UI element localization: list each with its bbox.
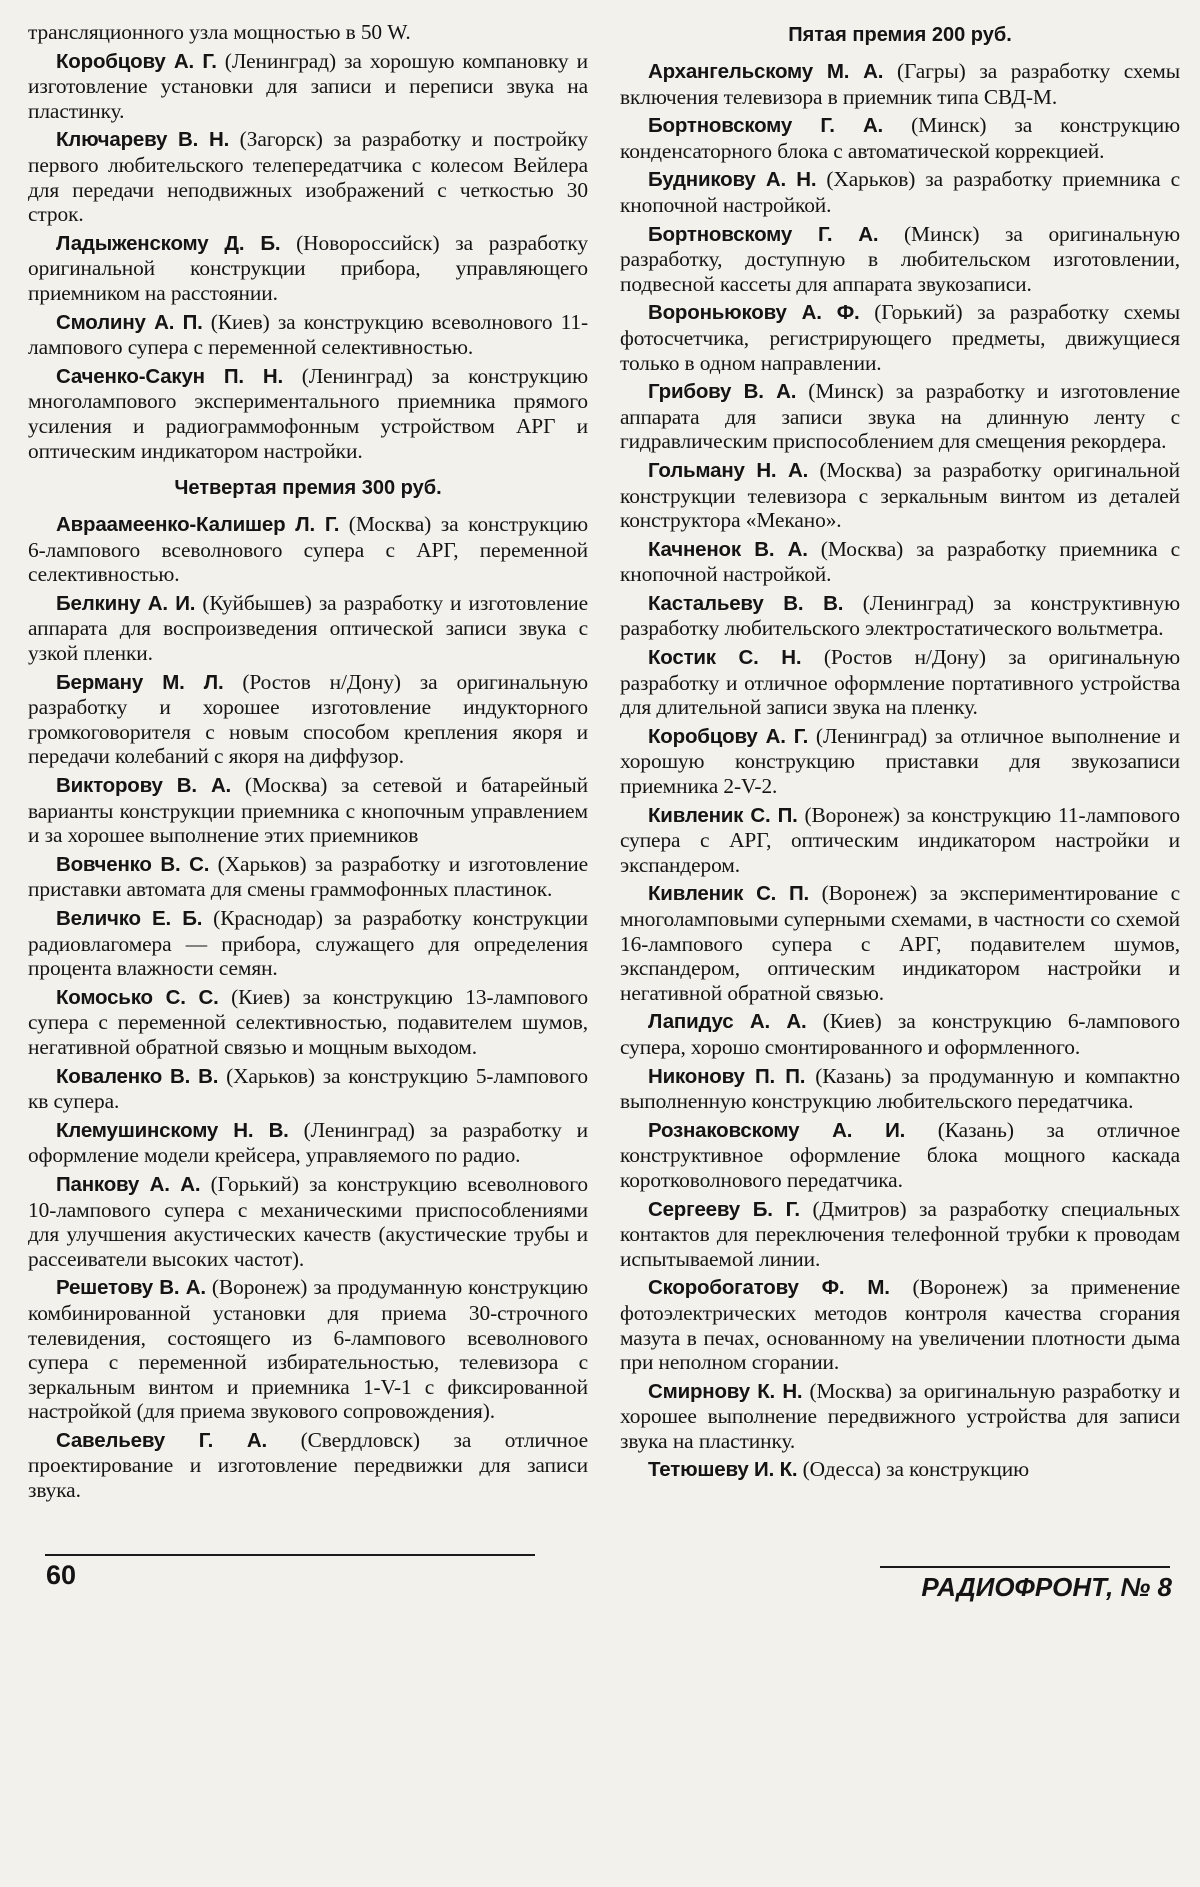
recipient-name: Рознаковскому А. И. [648,1118,906,1142]
award-entry [28,231,588,306]
recipient-name: Гольману Н. А. [648,458,809,482]
award-entry [620,300,1180,375]
award-text: (Свердловск) за отличное проектирование и изготовление передвижки для записи звука. [28,1427,588,1503]
footer-rule-right [880,1566,1170,1568]
recipient-name: Смолину А. П. [56,310,203,334]
award-entry [28,906,588,981]
recipient-name: Авраамеенко-Калишер Л. Г. [56,513,340,537]
right-column [620,20,1180,1487]
recipient-name: Тетюшеву И. К. [648,1458,798,1482]
award-text: (Ленинград) за отличное выполнение и хорошую конструкцию приставки для звукозаписи приемника 2-V-2. [620,723,1180,799]
award-entry [620,1064,1180,1114]
recipient-name: Саченко-Сакун П. Н. [56,364,283,388]
award-entry [28,1428,588,1503]
recipient-name: Ключареву В. Н. [56,128,230,152]
recipient-name: Кастальеву В. В. [648,591,844,615]
recipient-name: Кивленик С. П. [648,882,810,906]
award-entry [28,49,588,124]
award-entry [28,512,588,587]
award-text: (Москва) за оригинальную разработку и хорошее выполнение передвижного устройства для записи звука на пластинку. [620,1378,1180,1453]
award-entry [620,537,1180,587]
lead-text: трансляционного узла мощностью в 50 W. [28,20,411,44]
award-text: (Казань) за продуманную и компактно выполненную конструкцию любительского передатчика. [620,1063,1180,1114]
recipient-name: Кивленик С. П. [648,803,798,827]
recipient-name: Качненок В. А. [648,537,808,561]
recipient-name: Вовченко В. С. [56,852,210,876]
recipient-name: Комосько С. С. [56,985,219,1009]
recipient-name: Коваленко В. В. [56,1064,219,1088]
award-text: (Куйбышев) за разработку и изготовление аппарата для воспроизведения оптической записи звука с узкой пленки. [28,590,588,666]
award-text: (Москва) за разработку оригинальной конструкции телевизора с зеркальным винтом из деталей конструктора «Мекано». [620,457,1180,533]
award-entry [620,167,1180,217]
award-text: (Казань) за отличное конструктивное оформление блока мощного каскада коротковолнового передатчика. [620,1117,1181,1192]
award-entry [28,364,588,463]
award-entry [28,1172,588,1271]
award-entry [28,127,588,226]
recipient-name: Костик С. Н. [648,646,802,670]
award-text: (Москва) за сетевой и батарейный варианты конструкции приемника с кнопочным управлением и за хорошее выполнение этих приемников [28,773,588,848]
award-entry [28,670,588,769]
award-entry [28,1118,588,1168]
recipient-name: Никонову П. П. [648,1064,806,1088]
award-text: (Воронеж) за экспериментирование с многоламповыми суперными схемами, в частности со схемой 16-лампового супера с АРГ, подавителем шумов, экспандером, оптическим индикатором настройки и негативной обратной связью. [620,881,1180,1005]
magazine-title: РАДИОФРОНТ, № 8 [921,1572,1172,1602]
award-text: (Ростов н/Дону) за оригинальную разработку и хорошее изготовление индукторного громкоговорителя с новым способом крепления якоря и передачи колебаний с якоря на диффузор. [28,669,589,769]
entries-after-list [28,512,588,1503]
award-text: (Ленинград) за конструкцию многолампового экспериментального приемника прямого усиления и радиограммофонным устройством АРГ и оптическим индикатором настройки. [28,363,588,463]
recipient-name: Сергееву Б. Г. [648,1197,800,1221]
recipient-name: Викторову В. А. [56,774,232,798]
award-text: (Киев) за конструкцию всеволнового 11-лампового супера с переменной селективностью. [28,309,588,360]
recipient-name: Белкину А. И. [56,591,196,615]
award-text: (Новороссийск) за разработку оригинальной конструкции прибора, управляющего приемником на расстоянии. [28,230,589,305]
award-text: (Гагры) за разработку схемы включения телевизора в приемник типа СВД-М. [620,59,1180,109]
award-entry [620,1457,1180,1483]
award-text: (Харьков) за разработку и изготовление приставки автомата для смены граммофонных пластинок. [28,851,588,902]
award-text: (Воронеж) за конструкцию 11-лампового супера с АРГ, оптическим индикатором настройки и экспандером. [620,802,1181,877]
left-column [28,20,588,1507]
award-text: (Харьков) за разработку приемника с кнопочной настройкой. [620,167,1181,217]
section-heading-fifth-prize: Пятая премия 200 руб. [788,24,1012,46]
fifth-prize-list [620,59,1180,1483]
award-entry [620,113,1180,163]
award-entry [620,222,1180,297]
award-entry [620,1197,1180,1272]
recipient-name: Архангельскому М. А. [648,60,884,83]
award-entry [620,458,1180,533]
recipient-name: Будникову А. Н. [648,168,817,192]
recipient-name: Панкову А. А. [56,1172,201,1196]
award-text: (Москва) за конструкцию 6-лампового всеволнового супера с АРГ, переменной селективностью. [28,512,588,587]
recipient-name: Вороньюкову А. Ф. [648,301,860,325]
section-heading-fourth-prize: Четвертая премия 300 руб. [174,477,442,500]
recipient-name: Савельеву Г. А. [56,1428,268,1452]
award-text: (Минск) за оригинальную разработку, доступную в любительском изготовлении, подвесной кассеты для аппарата звукозаписи. [620,221,1180,296]
award-entry [620,591,1180,641]
entries-before-list [28,49,588,464]
award-text: (Киев) за конструкцию 6-лампового супера, хорошо смонтированного и оформленного. [620,1009,1180,1059]
recipient-name: Лапидус А. А. [648,1010,807,1034]
award-entry [620,59,1180,109]
recipient-name: Бортновскому Г. А. [648,114,884,138]
award-entry [28,1275,588,1424]
award-text: (Москва) за разработку приемника с кнопочной настройкой. [620,536,1180,587]
award-entry [28,310,588,360]
award-text: (Ростов н/Дону) за оригинальную разработку и отличное оформление портативного устройства для длительной записи звука на пленку. [620,645,1181,720]
award-text: (Минск) за конструкцию конденсаторного блока с автоматической коррекцией. [620,113,1181,163]
award-text: (Горький) за конструкцию всеволнового 10-лампового супера с механическими приспособлениями для улучшения акустических качеств (акустические трубы и рассеиватели высоких частот). [28,1171,588,1271]
award-entry [28,1064,588,1114]
page-number: 60 [46,1560,77,1590]
award-entry [28,985,588,1060]
recipient-name: Коробцову А. Г. [648,724,809,748]
award-entry [620,881,1180,1005]
award-text: (Минск) за разработку и изготовление аппарата для записи звука на длинную ленту с гидравлическим приспособлением для смещения рекордера. [620,379,1180,454]
award-text: (Харьков) за конструкцию 5-лампового кв супера. [28,1063,588,1114]
award-entry [620,803,1180,878]
award-text: (Загорск) за разработку и постройку первого любительского телепередатчика с колесом Вейлера для передачи неподвижных изображений с четкостью 30 строк. [28,127,588,227]
award-text: (Ленинград) за разработку и оформление модели крейсера, управляемого по радио. [28,1117,588,1168]
recipient-name: Решетову В. А. [56,1276,206,1300]
award-entry [28,773,588,848]
award-text: (Воронеж) за продуманную конструкцию комбинированной установки для приема 30-строчного телевидения, состоящего из 6-лампового всеволнового супера с переменной избирательностью, телевизора с зеркальным винтом и приемника 1-V-1 с фиксированной настройкой (для приема звукового сопровождения). [28,1275,588,1424]
award-text: (Краснодар) за разработку конструкции радиовлагомера — прибора, служащего для определения процента влажности семян. [28,906,588,981]
award-text: (Ленинград) за хорошую компановку и изготовление установки для записи и переписи звука на пластинку. [28,48,588,123]
award-text: (Одесса) за конструкцию [797,1457,1029,1482]
recipient-name: Скоробогатову Ф. М. [648,1276,890,1300]
award-entry [620,1275,1180,1374]
award-entry [620,645,1180,720]
award-entry [28,852,588,902]
recipient-name: Смирнову К. Н. [648,1379,803,1403]
award-text: (Ленинград) за конструктивную разработку любительского электростатического вольтметра. [620,590,1180,641]
recipient-name: Величко Е. Б. [56,907,203,930]
recipient-name: Коробцову А. Г. [56,49,217,73]
recipient-name: Клемушинскому Н. В. [56,1118,289,1142]
recipient-name: Грибову В. А. [648,380,797,404]
award-text: (Киев) за конструкцию 13-лампового супера с переменной селективностью, подавителем шумов, негативной обратной связью и мощным выходом. [28,984,588,1059]
recipient-name: Бортновскому Г. А. [648,222,879,246]
footer-rule-left [45,1554,535,1556]
recipient-name: Берману М. Л. [56,670,224,694]
award-text: (Горький) за разработку схемы фотосчетчика, регистрирующего предметы, движущиеся только в одном направлении. [620,300,1180,375]
award-entry [620,1009,1180,1059]
award-text: (Дмитров) за разработку специальных контактов для переключения телефонной трубки к проводам испытываемой линии. [620,1196,1180,1271]
award-entry [28,591,588,666]
award-entry [620,1379,1180,1454]
award-entry [620,724,1180,799]
award-entry [620,1118,1180,1193]
award-entry [620,379,1180,454]
recipient-name: Ладыженскому Д. Б. [56,231,281,255]
award-text: (Воронеж) за применение фотоэлектрических методов контроля качества сгорания мазута в печах, основанному на увеличении плотности дыма при неполном сгорании. [620,1275,1181,1375]
